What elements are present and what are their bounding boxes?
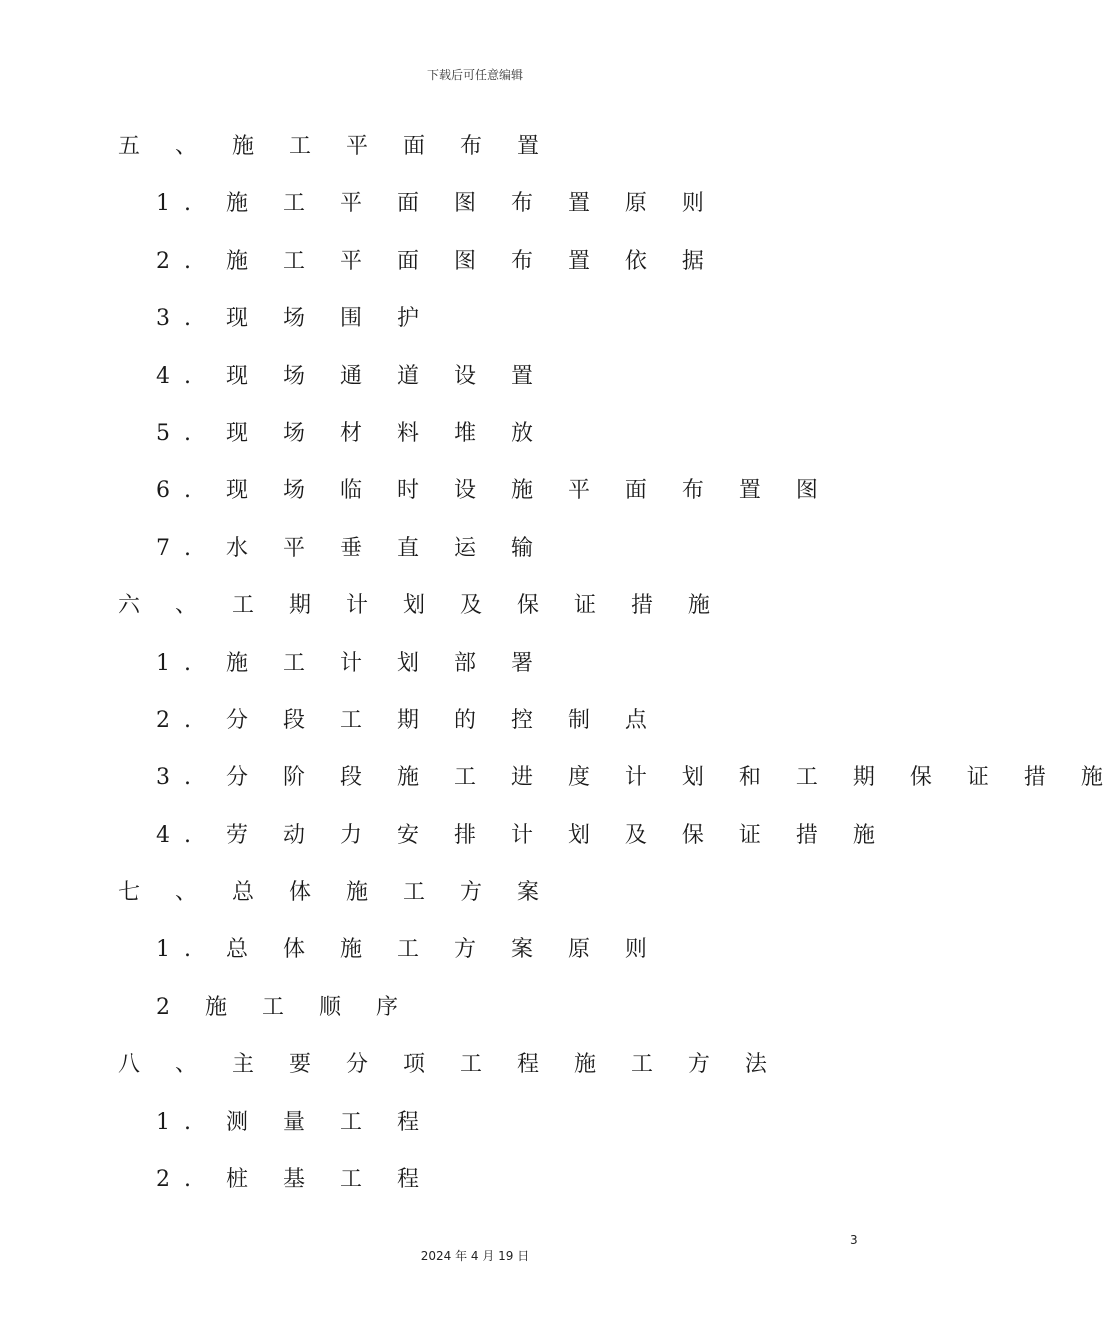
- toc-section-heading: 五 、 施 工 平 面 布 置: [118, 134, 553, 159]
- page-number: 3: [850, 1233, 858, 1247]
- toc-item: 2. 分 段 工 期 的 控 制 点: [156, 707, 661, 733]
- toc-item: 3. 现 场 围 护: [156, 306, 433, 332]
- toc-section-heading: 六 、 工 期 计 划 及 保 证 措 施: [118, 593, 724, 619]
- toc-item: 2. 桩 基 工 程: [156, 1167, 433, 1193]
- toc-item: 1. 施 工 平 面 图 布 置 原 则: [156, 191, 718, 217]
- toc-item: 6. 现 场 临 时 设 施 平 面 布 置 图: [156, 478, 832, 504]
- toc-section-heading: 八 、 主 要 分 项 工 程 施 工 方 法: [118, 1052, 781, 1078]
- toc-item: 1. 总 体 施 工 方 案 原 则: [156, 937, 661, 963]
- toc-item: 3. 分 阶 段 施 工 进 度 计 划 和 工 期 保 证 措 施: [156, 765, 1117, 791]
- toc-item: 2. 施 工 平 面 图 布 置 依 据: [156, 248, 718, 274]
- page-header: 下载后可任意编辑: [426, 68, 523, 82]
- toc-item: 2 施 工 顺 序: [156, 994, 412, 1020]
- toc-item: 5. 现 场 材 料 堆 放: [156, 420, 547, 446]
- toc-section-heading: 七 、 总 体 施 工 方 案: [118, 880, 553, 906]
- toc-item: 4. 现 场 通 道 设 置: [156, 363, 547, 389]
- toc-item: 1. 测 量 工 程: [156, 1109, 433, 1135]
- toc-item: 1. 施 工 计 划 部 署: [156, 650, 547, 676]
- toc-item: 7. 水 平 垂 直 运 输: [156, 535, 547, 561]
- page-footer-date: 2024 年 4 月 19 日: [420, 1249, 530, 1263]
- table-of-contents: [0, 127, 1117, 1217]
- toc-item: 4. 劳 动 力 安 排 计 划 及 保 证 措 施: [156, 822, 889, 848]
